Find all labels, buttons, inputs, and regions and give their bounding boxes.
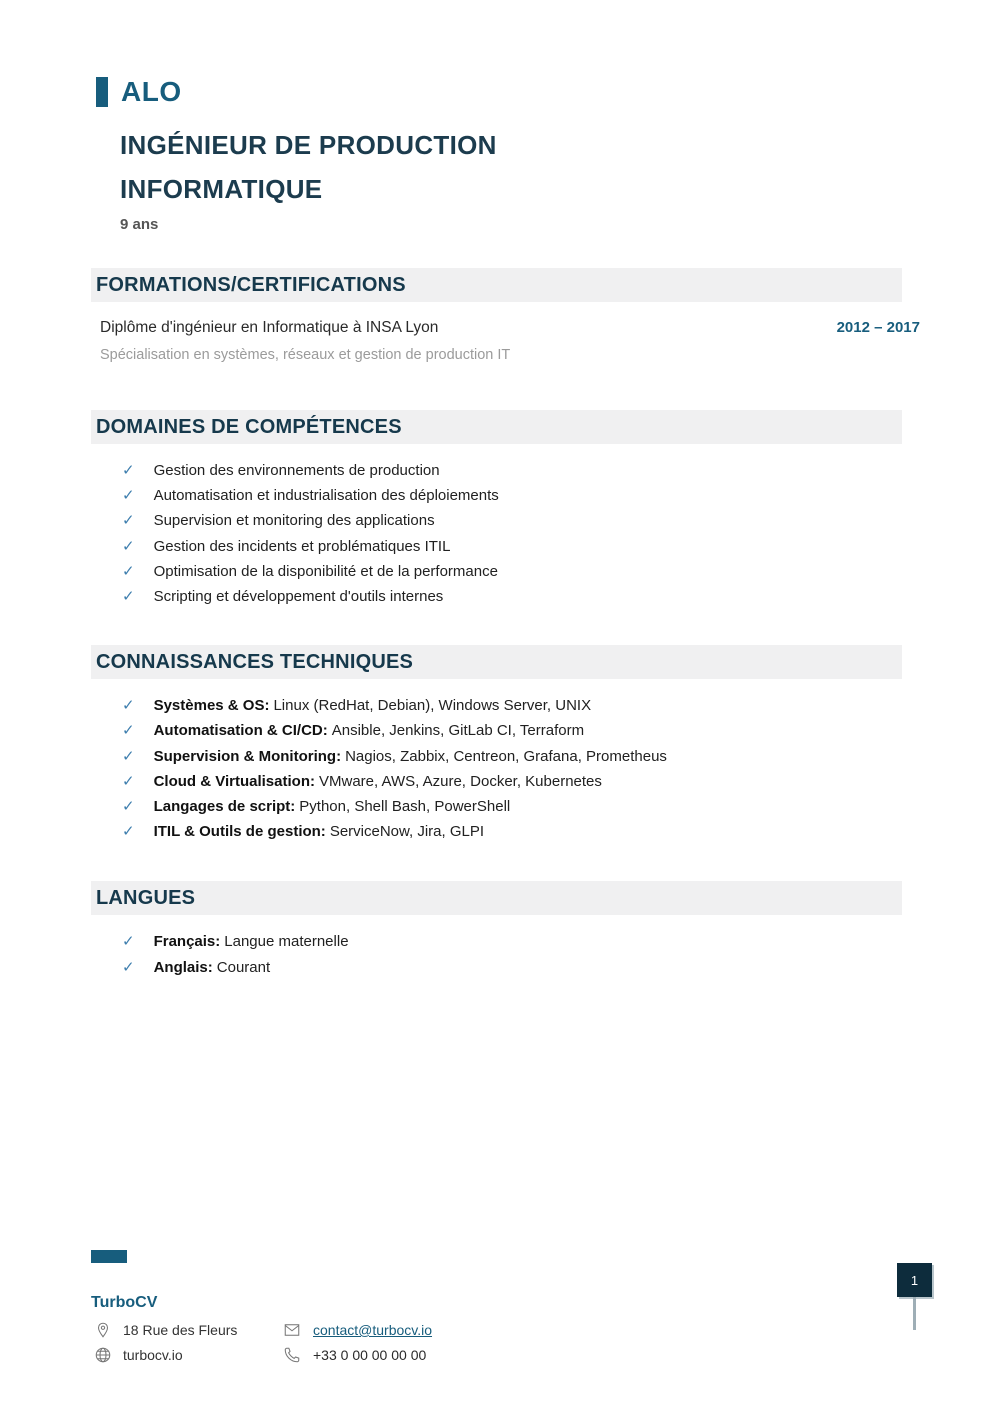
- item-value: Python, Shell Bash, PowerShell: [299, 798, 511, 816]
- job-title: [120, 123, 920, 211]
- brand-name: TurboCV: [91, 1294, 158, 1311]
- check-icon: ✓: [122, 537, 135, 555]
- check-icon: ✓: [122, 588, 135, 606]
- item-value: Langue maternelle: [224, 933, 349, 951]
- section-domaines: [91, 410, 920, 609]
- phone-icon: [283, 1346, 301, 1364]
- item-value: Linux (RedHat, Debian), Windows Server, UNIX: [273, 697, 592, 715]
- item-value: Automatisation et industrialisation des déploiements: [153, 487, 499, 505]
- section-connaissances: [91, 645, 920, 844]
- experience-years: 9 ans: [120, 216, 159, 233]
- education-entry: [91, 318, 920, 364]
- item-label: Français:: [153, 933, 221, 951]
- section-heading-domaines: DOMAINES DE COMPÉTENCES: [91, 410, 902, 444]
- check-icon: ✓: [122, 933, 135, 951]
- footer: [91, 1250, 651, 1364]
- contact-block: [91, 1321, 651, 1364]
- check-icon: ✓: [122, 562, 135, 580]
- item-value: Ansible, Jenkins, GitLab CI, Terraform: [331, 722, 585, 740]
- page-number-badge: [897, 1263, 932, 1297]
- check-icon: ✓: [122, 747, 135, 765]
- check-icon: ✓: [122, 722, 135, 740]
- list-item: [122, 483, 920, 508]
- item-label: Systèmes & OS:: [153, 697, 270, 715]
- check-icon: ✓: [122, 487, 135, 505]
- header-name-row: [96, 75, 920, 109]
- item-label: Cloud & Virtualisation:: [153, 772, 315, 790]
- envelope-icon: [283, 1321, 301, 1339]
- list-item: [122, 744, 920, 769]
- list-item: [122, 559, 920, 584]
- item-value: Optimisation de la disponibilité et de la performance: [153, 562, 498, 580]
- connaissances-list: [91, 693, 920, 844]
- education-degree: Diplôme d'ingénieur en Informatique à INSA Lyon: [100, 319, 439, 336]
- check-icon: ✓: [122, 697, 135, 715]
- langues-list: [91, 929, 920, 979]
- item-value: Nagios, Zabbix, Centreon, Grafana, Prometheus: [345, 747, 667, 765]
- job-title-line2: INFORMATIQUE: [120, 174, 323, 204]
- check-icon: ✓: [122, 772, 135, 790]
- list-item: [122, 693, 920, 718]
- item-label: Anglais:: [153, 958, 213, 976]
- accent-bar: [96, 77, 108, 107]
- domaines-list: [91, 458, 920, 609]
- list-item: [122, 534, 920, 559]
- item-label: ITIL & Outils de gestion:: [153, 823, 326, 841]
- list-item: [122, 769, 920, 794]
- phone-text: +33 0 00 00 00 00: [313, 1347, 427, 1363]
- check-icon: ✓: [122, 512, 135, 530]
- list-item: [122, 929, 920, 954]
- check-icon: ✓: [122, 958, 135, 976]
- list-item: [122, 794, 920, 819]
- job-title-line1: INGÉNIEUR DE PRODUCTION: [120, 130, 497, 160]
- section-formations: [91, 268, 920, 364]
- page-number: 1: [910, 1272, 919, 1288]
- education-period: 2012 – 2017: [836, 319, 920, 336]
- list-item: [122, 458, 920, 483]
- list-item: [122, 819, 920, 844]
- item-value: Scripting et développement d'outils internes: [153, 588, 444, 606]
- location-pin-icon: [94, 1321, 112, 1339]
- footer-accent-bar: [91, 1250, 127, 1263]
- item-value: Courant: [216, 958, 271, 976]
- list-item: [122, 508, 920, 533]
- item-label: Supervision & Monitoring:: [153, 747, 342, 765]
- item-value: Gestion des environnements de production: [153, 462, 440, 479]
- section-langues: [91, 881, 920, 979]
- section-heading-formations: FORMATIONS/CERTIFICATIONS: [91, 268, 902, 302]
- item-value: Gestion des incidents et problématiques ITIL: [153, 537, 451, 555]
- check-icon: ✓: [122, 798, 135, 816]
- item-value: ServiceNow, Jira, GLPI: [329, 823, 485, 841]
- item-label: Automatisation & CI/CD:: [153, 722, 328, 740]
- list-item: [122, 584, 920, 609]
- website-text: turbocv.io: [123, 1347, 183, 1363]
- section-heading-connaissances: CONNAISSANCES TECHNIQUES: [91, 645, 902, 679]
- list-item: [122, 955, 920, 980]
- list-item: [122, 718, 920, 743]
- candidate-name: ALO: [121, 76, 182, 107]
- item-value: VMware, AWS, Azure, Docker, Kubernetes: [318, 772, 602, 790]
- item-label: Langages de script:: [153, 798, 296, 816]
- email-link[interactable]: contact@turbocv.io: [313, 1322, 433, 1338]
- education-detail: Spécialisation en systèmes, réseaux et gestion de production IT: [100, 347, 511, 363]
- section-heading-langues: LANGUES: [91, 881, 902, 915]
- address-text: 18 Rue des Fleurs: [123, 1322, 238, 1338]
- check-icon: ✓: [122, 462, 135, 479]
- page-marker-line: [913, 1297, 916, 1330]
- check-icon: ✓: [122, 823, 135, 841]
- globe-icon: [94, 1346, 112, 1364]
- item-value: Supervision et monitoring des applications: [153, 512, 435, 530]
